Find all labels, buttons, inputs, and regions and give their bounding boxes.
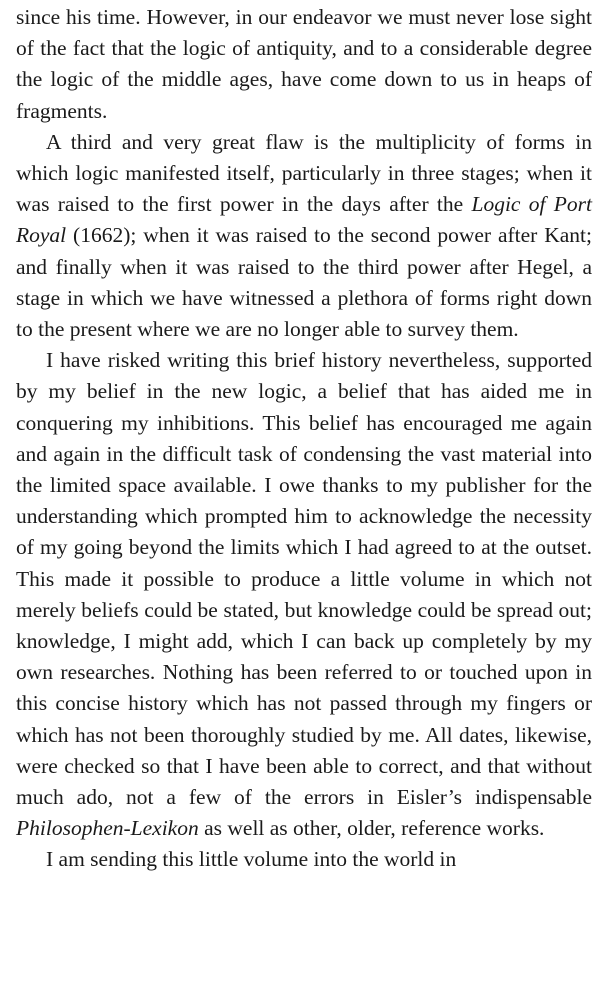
paragraph-text: as well as other, older, reference works. — [198, 816, 545, 841]
paragraph — [16, 127, 592, 345]
paragraph-text: A third and very great flaw is the multiplicity of forms in which logic manifested itself, particularly in three stages; when it was raised to the first power in the days after the — [16, 129, 592, 217]
book-title: Philosophen-Lexikon — [16, 816, 199, 841]
paragraph-text: since his time. However, in our endeavor we must never lose sight of the fact that the logic of antiquity, and to a considerable degree the logic of the middle ages, have come down to us in heaps of fragments. — [16, 5, 592, 123]
paragraph-text: (1662); when it was raised to the second power after Kant; and finally when it was raised to the third power after Hegel, a stage in which we have witnessed a plethora of forms right down to the present where we are no longer able to survey them. — [16, 223, 592, 342]
paragraph — [16, 844, 592, 875]
paragraph-text: I have risked writing this brief history nevertheless, supported by my belief in the new logic, a belief that has aided me in conquering my inhibitions. This belief has encouraged me again and again in the difficult task of condensing the vast material into the limited space available. I owe thanks to my publisher for the understanding which prompted him to acknowledge the necessity of my going beyond the limits which I had agreed to at the outset. This made it possible to produce a little volume in which not merely beliefs could be stated, but knowledge could be spread out; knowledge, I might add, which I can back up completely by my own researches. Nothing has been referred to or touched upon in this concise history which has not passed through my fingers or which has not been thoroughly studied by me. All dates, likewise, were checked so that I have been able to correct, and that without much ado, not a few of the errors in Eisler’s indispensable — [16, 348, 592, 810]
page-body — [16, 2, 592, 876]
paragraph — [16, 345, 592, 844]
paragraph — [16, 2, 592, 127]
book-title: Logic of Port Royal — [16, 192, 593, 248]
paragraph-text: I am sending this little volume into the world in — [46, 847, 457, 872]
